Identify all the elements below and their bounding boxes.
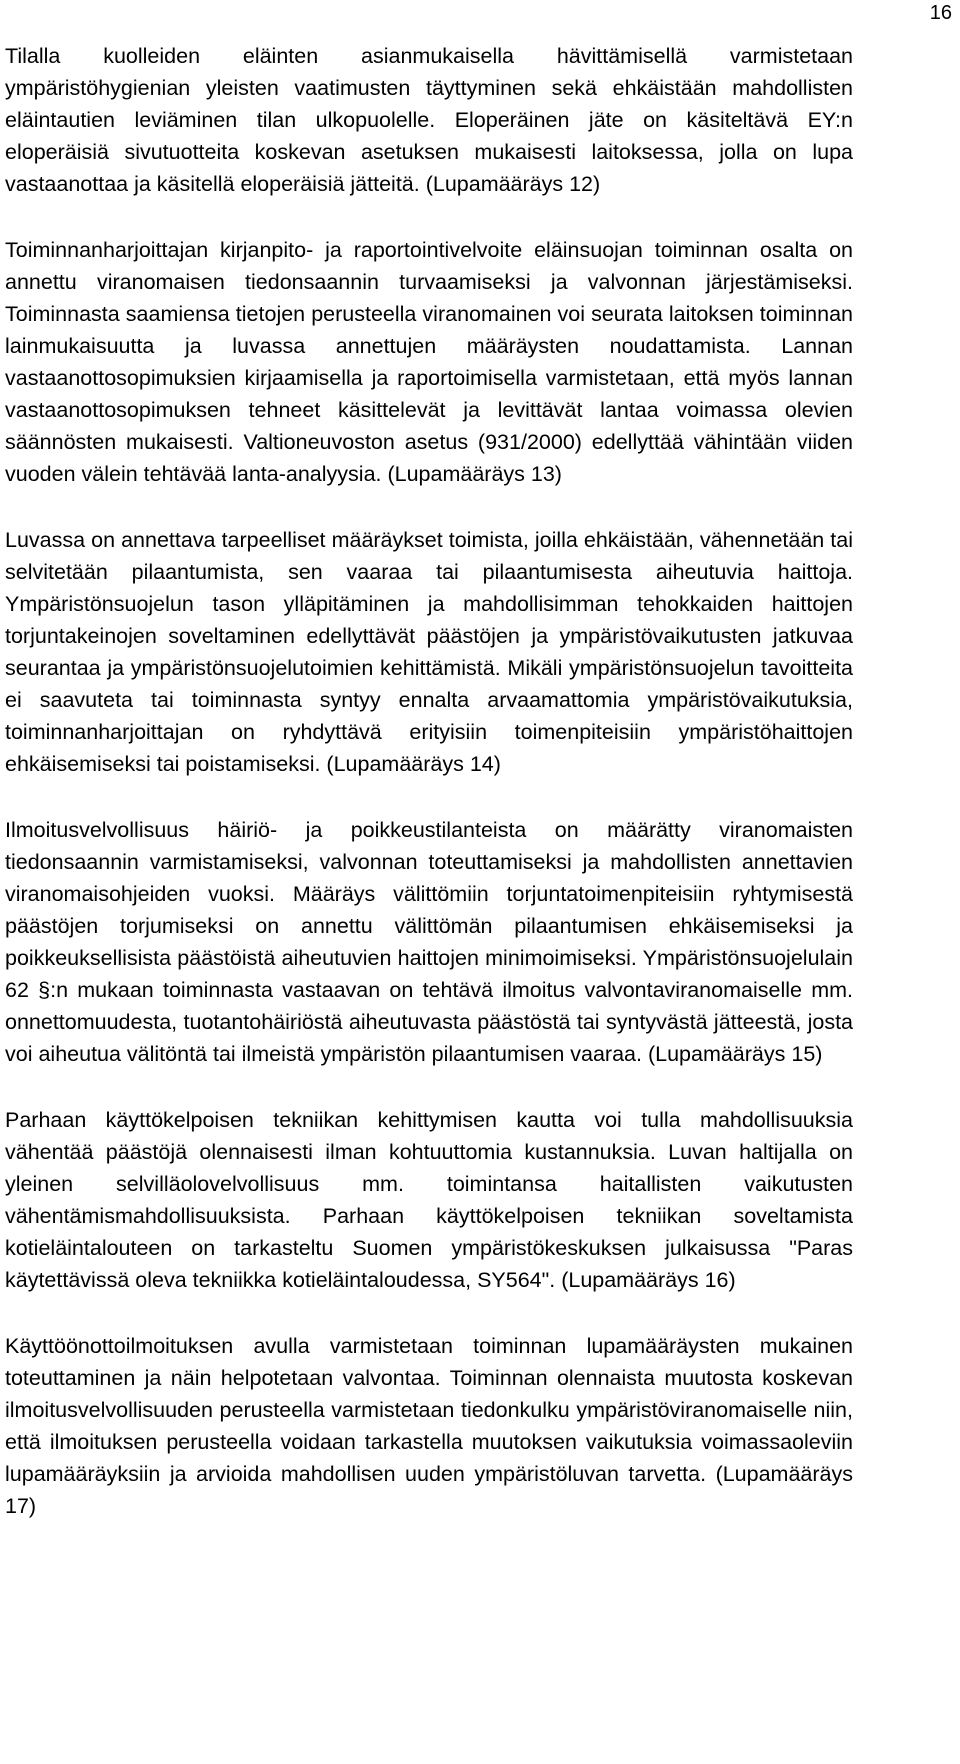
document-body bbox=[5, 40, 853, 1556]
paragraph-lupamaarays-14: Luvassa on annettava tarpeelliset määräykset toimista, joilla ehkäistään, vähennetään tai selvitetään pilaantumista, sen vaaraa tai pilaantumisesta aiheutuvia haittoja. Ympäristönsuojelun tason ylläpitäminen ja mahdollisimman tehokkaiden haittojen torjuntakeinojen soveltaminen edellyttävät päästöjen ja ympäristövaikutusten jatkuvaa seurantaa ja ympäristönsuojelutoimien kehittämistä. Mikäli ympäristönsuojelun tavoitteita ei saavuteta tai toiminnasta syntyy ennalta arvaamattomia ympäristövaikutuksia, toiminnanharjoittajan on ryhdyttävä erityisiin toimenpiteisiin ympäristöhaittojen ehkäisemiseksi tai poistamiseksi. (Lupamääräys 14) bbox=[5, 528, 853, 776]
paragraph-lupamaarays-12: Tilalla kuolleiden eläinten asianmukaisella hävittämisellä varmistetaan ympäristöhygienian yleisten vaatimusten täyttyminen sekä ehkäistään mahdollisten eläintautien leviäminen tilan ulkopuolelle. Eloperäinen jäte on käsiteltävä EY:n eloperäisiä sivutuotteita koskevan asetuksen mukaisesti laitoksessa, jolla on lupa vastaanottaa ja käsitellä eloperäisiä jätteitä. (Lupamääräys 12) bbox=[5, 44, 853, 196]
page-number: 16 bbox=[929, 2, 952, 24]
paragraph-lupamaarays-17: Käyttöönottoilmoituksen avulla varmistetaan toiminnan lupamääräysten mukainen toteuttaminen ja näin helpotetaan valvontaa. Toiminnan olennaista muutosta koskevan ilmoitusvelvollisuuden perusteella varmistetaan tiedonkulku ympäristöviranomaiselle niin, että ilmoituksen perusteella voidaan tarkastella muutoksen vaikutuksia voimassaoleviin lupamääräyksiin ja arvioida mahdollisen uuden ympäristöluvan tarvetta. (Lupamääräys 17) bbox=[5, 1334, 853, 1518]
paragraph-lupamaarays-15: Ilmoitusvelvollisuus häiriö- ja poikkeustilanteista on määrätty viranomaisten tiedonsaannin varmistamiseksi, valvonnan toteuttamiseksi ja mahdollisten annettavien viranomaisohjeiden vuoksi. Määräys välittömiin torjuntatoimenpiteisiin ryhtymisestä päästöjen torjumiseksi on annettu välittömän pilaantumisen ehkäisemiseksi ja poikkeuksellisista päästöistä aiheutuvien haittojen minimoimiseksi. Ympäristönsuojelulain 62 §:n mukaan toiminnasta vastaavan on tehtävä ilmoitus valvontaviranomaiselle mm. onnettomuudesta, tuotantohäiriöstä aiheutuvasta päästöstä tai syntyvästä jätteestä, josta voi aiheutua välitöntä tai ilmeistä ympäristön pilaantumisen vaaraa. (Lupamääräys 15) bbox=[5, 818, 853, 1066]
paragraph-lupamaarays-16: Parhaan käyttökelpoisen tekniikan kehittymisen kautta voi tulla mahdollisuuksia vähentää päästöjä olennaisesti ilman kohtuuttomia kustannuksia. Luvan haltijalla on yleinen selvilläolovelvollisuus mm. toimintansa haitallisten vaikutusten vähentämismahdollisuuksista. Parhaan käyttökelpoisen tekniikan soveltamista kotieläintalouteen on tarkasteltu Suomen ympäristökeskuksen julkaisussa "Paras käytettävissä oleva tekniikka kotieläintaloudessa, SY564". (Lupamääräys 16) bbox=[5, 1108, 853, 1292]
paragraph-lupamaarays-13: Toiminnanharjoittajan kirjanpito- ja raportointivelvoite eläinsuojan toiminnan osalta on annettu viranomaisen tiedonsaannin turvaamiseksi ja valvonnan järjestämiseksi. Toiminnasta saamiensa tietojen perusteella viranomainen voi seurata laitoksen toiminnan lainmukaisuutta ja luvassa annettujen määräysten noudattamista. Lannan vastaanottosopimuksien kirjaamisella ja raportoimisella varmistetaan, että myös lannan vastaanottosopimuksen tehneet käsittelevät ja levittävät lantaa voimassa olevien säännösten mukaisesti. Valtioneuvoston asetus (931/2000) edellyttää vähintään viiden vuoden välein tehtävää lanta-analyysia. (Lupamääräys 13) bbox=[5, 238, 853, 486]
